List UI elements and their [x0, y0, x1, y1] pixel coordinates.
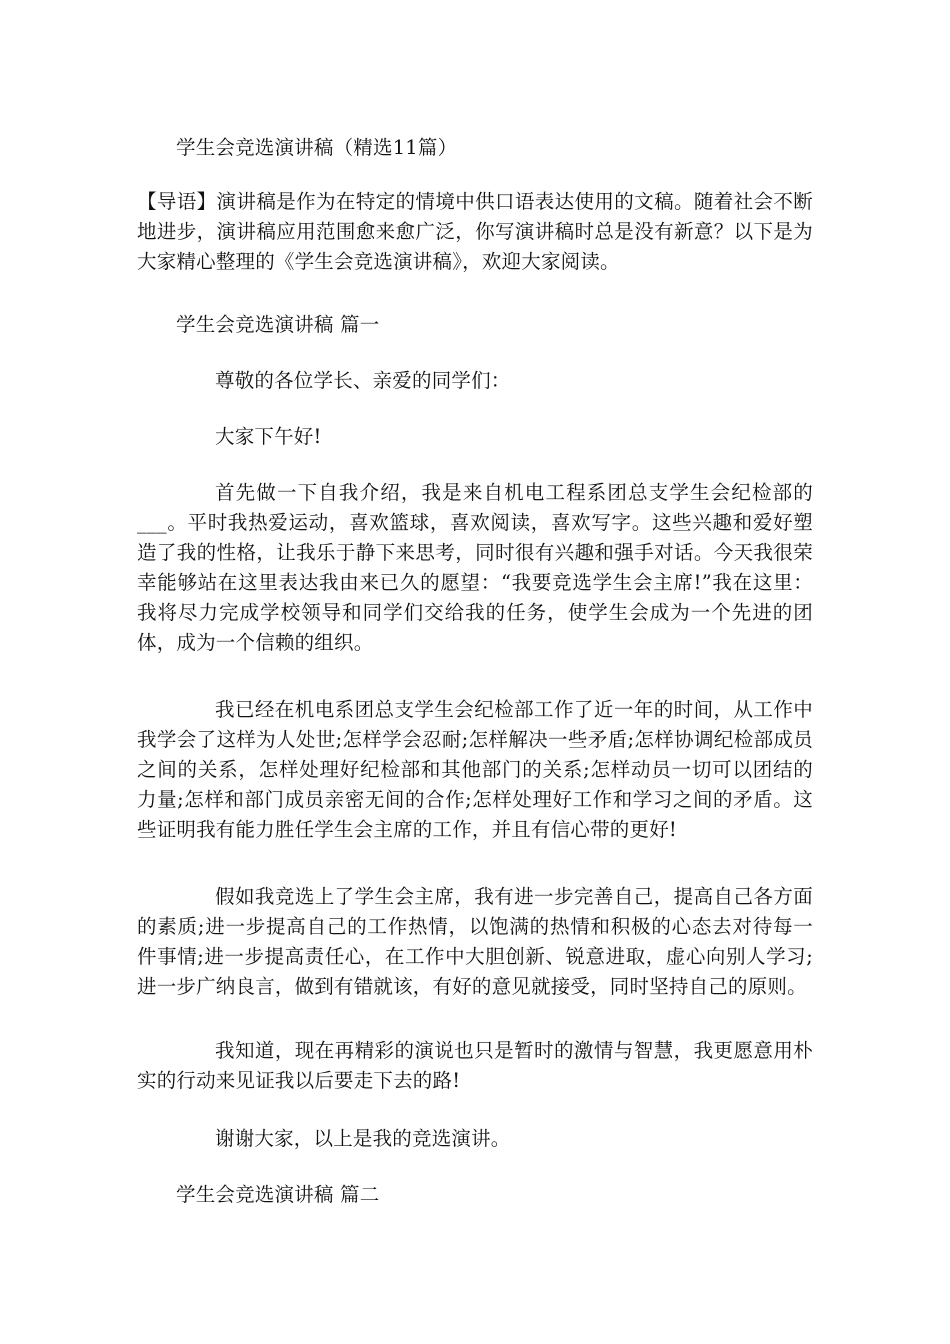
document-title: 学生会竞选演讲稿（精选11篇） — [176, 136, 458, 159]
body-paragraph-3: 假如我竞选上了学生会主席，我有进一步完善自己，提高自己各方面的素质;进一步提高自己的工作热情，以饱满的热情和积极的心态去对待每一件事情;进一步提高责任心，在工作中大胆创新、锐意进取，虚心向别人学习;进一步广纳良言，做到有错就该，有好的意见就接受，同时坚持自己的原则。 — [137, 885, 813, 998]
closing-line: 谢谢大家，以上是我的竞选演讲。 — [215, 1127, 511, 1150]
body-paragraph-2: 我已经在机电系团总支学生会纪检部工作了近一年的时间，从工作中我学会了这样为人处世;怎样学会忍耐;怎样解决一些矛盾;怎样协调纪检部成员之间的关系，怎样处理好纪检部和其他部门的关系;怎样动员一切可以团结的力量;怎样和部门成员亲密无间的合作;怎样处理好工作和学习之间的矛盾。这些证明我有能力胜任学生会主席的工作，并且有信心带的更好! — [137, 698, 813, 841]
intro-paragraph: 【导语】演讲稿是作为在特定的情境中供口语表达使用的文稿。随着社会不断地进步，演讲稿应用范围愈来愈广泛，你写演讲稿时总是没有新意？以下是为大家精心整理的《学生会竞选演讲稿》，欢迎大家阅读。 — [137, 190, 813, 273]
section-heading-2: 学生会竞选演讲稿 篇二 — [176, 1183, 380, 1206]
greeting: 大家下午好! — [215, 425, 322, 448]
body-paragraph-4: 我知道，现在再精彩的演说也只是暂时的激情与智慧，我更愿意用朴实的行动来见证我以后要走下去的路! — [137, 1039, 813, 1092]
section-heading-1: 学生会竞选演讲稿 篇一 — [176, 313, 380, 336]
salutation: 尊敬的各位学长、亲爱的同学们： — [215, 369, 511, 392]
body-paragraph-1: 首先做一下自我介绍，我是来自机电工程系团总支学生会纪检部的___。平时我热爱运动，喜欢篮球，喜欢阅读，喜欢写字。这些兴趣和爱好塑造了我的性格，让我乐于静下来思考，同时很有兴趣和强手对话。今天我很荣幸能够站在这里表达我由来已久的愿望：“我要竞选学生会主席!”我在这里：我将尽力完成学校领导和同学们交给我的任务，使学生会成为一个先进的团体，成为一个信赖的组织。 — [137, 481, 813, 654]
